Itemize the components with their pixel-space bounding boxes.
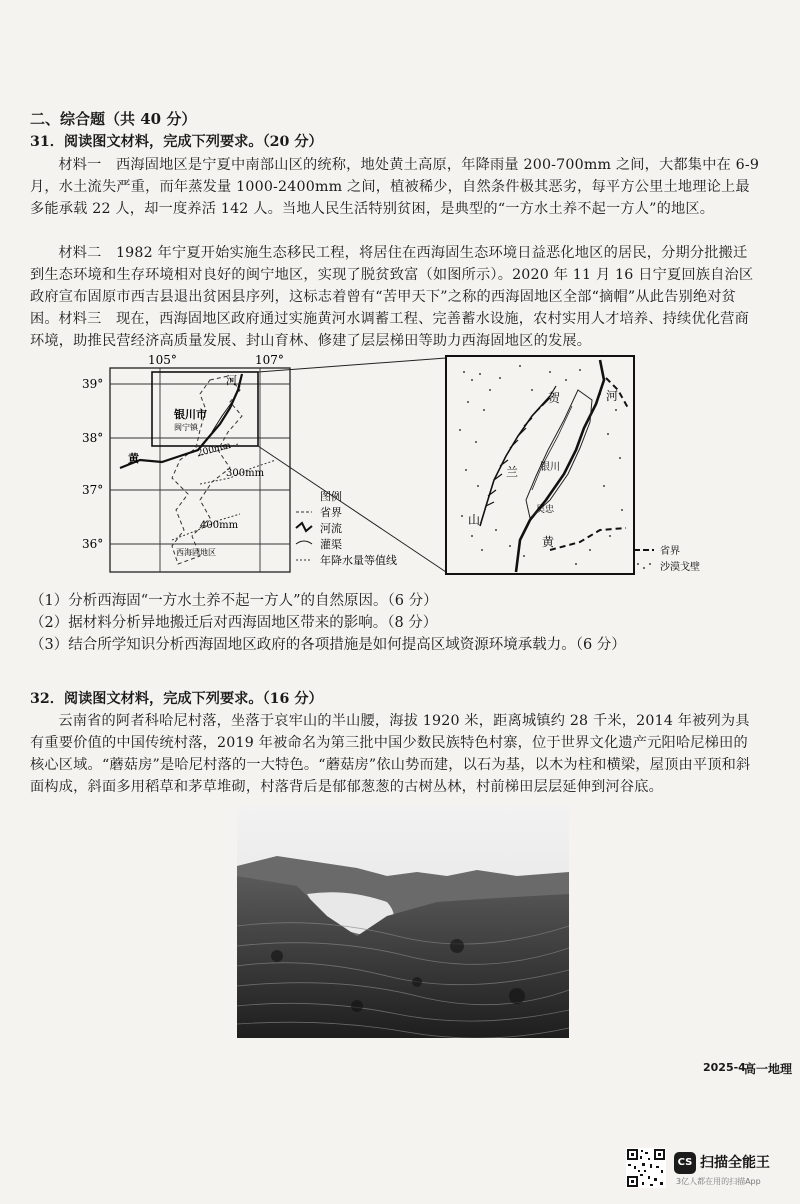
scanner-watermark [626, 1148, 786, 1192]
footer-label: 高一地理 [744, 1062, 793, 1076]
inset-label: 黄 [542, 535, 555, 549]
camscanner-logo: CS [674, 1152, 696, 1174]
lon-label: 105° [148, 353, 177, 367]
terrace-photo [237, 806, 569, 1038]
map-label-river: 河 [226, 374, 237, 387]
inset-legend-item: 沙漠戈壁 [660, 562, 700, 573]
inset-label: 吴忠 [536, 505, 555, 515]
legend-item: 灌渠 [320, 538, 342, 551]
inset-label: 山 [468, 513, 481, 527]
lon-label: 107° [255, 353, 284, 367]
inset-province-boundary [550, 528, 626, 550]
map-legend [296, 489, 397, 567]
inset-label: 兰 [506, 465, 519, 479]
q32-material: 云南省的阿者科哈尼村落，坐落于哀牢山的半山腰，海拔 1920 米，距离城镇约 28 千米，2014 年被列为具有重要价值的中国传统村落，2019 年被命名为第三批中国少数民族特色村寨，位于世界文化遗产元阳哈尼梯田的核心区域。“蘑菇房”是哈尼村落的一大特色。“蘑菇房”依山势而建，以石为基，以木为柱和横梁，屋顶由平顶和斜面构成，斜面多用稻草和茅草堆砌，村落背后是郁郁葱葱的古树丛林，村前梯田层层延伸到河谷底。 [30, 713, 751, 795]
map-label-minning: 闽宁镇 [174, 423, 198, 432]
q31-question-2: （2）据材料分析异地搬迁后对西海固地区带来的影响。（8 分） [30, 615, 438, 631]
map-label-400mm: 400mm [200, 520, 239, 531]
inset-label: 贺 [548, 391, 561, 405]
footer-date: 2025-4 [703, 1061, 746, 1074]
section-heading: 二、综合题（共 40 分） [30, 110, 197, 128]
legend-item: 河流 [320, 522, 342, 535]
inset-connector [258, 358, 446, 372]
inset-label: 银川 [540, 462, 560, 473]
q31-material-3: 材料三 现在，西海固地区政府通过实施黄河水调蓄工程、完善蓄水设施，农村实用人才培养、持续优化营商环境，助推民营经济高质量发展、封山育林、修建了层层梯田等助力西海固地区的发展。 [30, 311, 749, 349]
mountain-ticks [486, 386, 556, 506]
map-label-200mm: 200mm [196, 440, 232, 459]
ningxia-map-figure [80, 350, 770, 582]
q31-question-3: （3）结合所学知识分析西海固地区政府的各项措施是如何提高区域资源环境承载力。（6 分） [30, 637, 626, 653]
legend-title: 图例 [320, 490, 342, 503]
lat-label: 37° [82, 483, 104, 497]
lat-label: 38° [82, 431, 104, 445]
camscanner-tagline: 3亿人都在用的扫描App [676, 1177, 761, 1186]
map-label-300mm: 300mm [226, 468, 265, 479]
legend-item: 省界 [320, 506, 342, 519]
q32-title: 32．阅读图文材料，完成下列要求。（16 分） [30, 691, 323, 707]
inset-label: 河 [606, 389, 619, 403]
map-label-yinchuan: 银川市 [174, 408, 207, 421]
q31-title: 31．阅读图文材料，完成下列要求。（20 分） [30, 134, 323, 150]
q31-question-1: （1）分析西海固“一方水土养不起一方人”的自然原因。（6 分） [30, 593, 438, 609]
map-label-huang: 黄 [128, 452, 139, 465]
map-label-xihaigu: 西海固地区 [176, 548, 216, 557]
q31-material-1: 材料一 西海固地区是宁夏中南部山区的统称，地处黄土高原，年降雨量 200-700mm 之间，大都集中在 6-9 月，水土流失严重，而年蒸发量 1000-2400mm 之间，植被稀少，自然条件极其恶劣，每平方公里土地理论上最多能承载 22 人，却一度养活 142 人。当地人民生活特别贫困，是典型的“一方水土养不起一方人”的地区。 [30, 157, 760, 217]
q31-material-2: 材料二 1982 年宁夏开始实施生态移民工程，将居住在西海固生态环境日益恶化地区的居民，分期分批搬迁到生态环境和生存环境相对良好的闽宁地区，实现了脱贫致富（如图所示）。2020 年 11 月 16 日宁夏回族自治区政府宣布固原市西吉县退出贫困县序列，这标志着曾有“苦甲天下”之称的西海固地区全部“摘帽”从此告别绝对贫困。 [30, 245, 754, 327]
legend-item: 年降水量等值线 [320, 554, 397, 567]
lat-label: 39° [82, 377, 104, 391]
inset-irrigation-area [526, 390, 592, 518]
qr-code-icon [626, 1148, 666, 1188]
camscanner-name: 扫描全能王 [700, 1155, 770, 1171]
lat-label: 36° [82, 537, 104, 551]
inset-legend-item: 省界 [660, 546, 680, 557]
